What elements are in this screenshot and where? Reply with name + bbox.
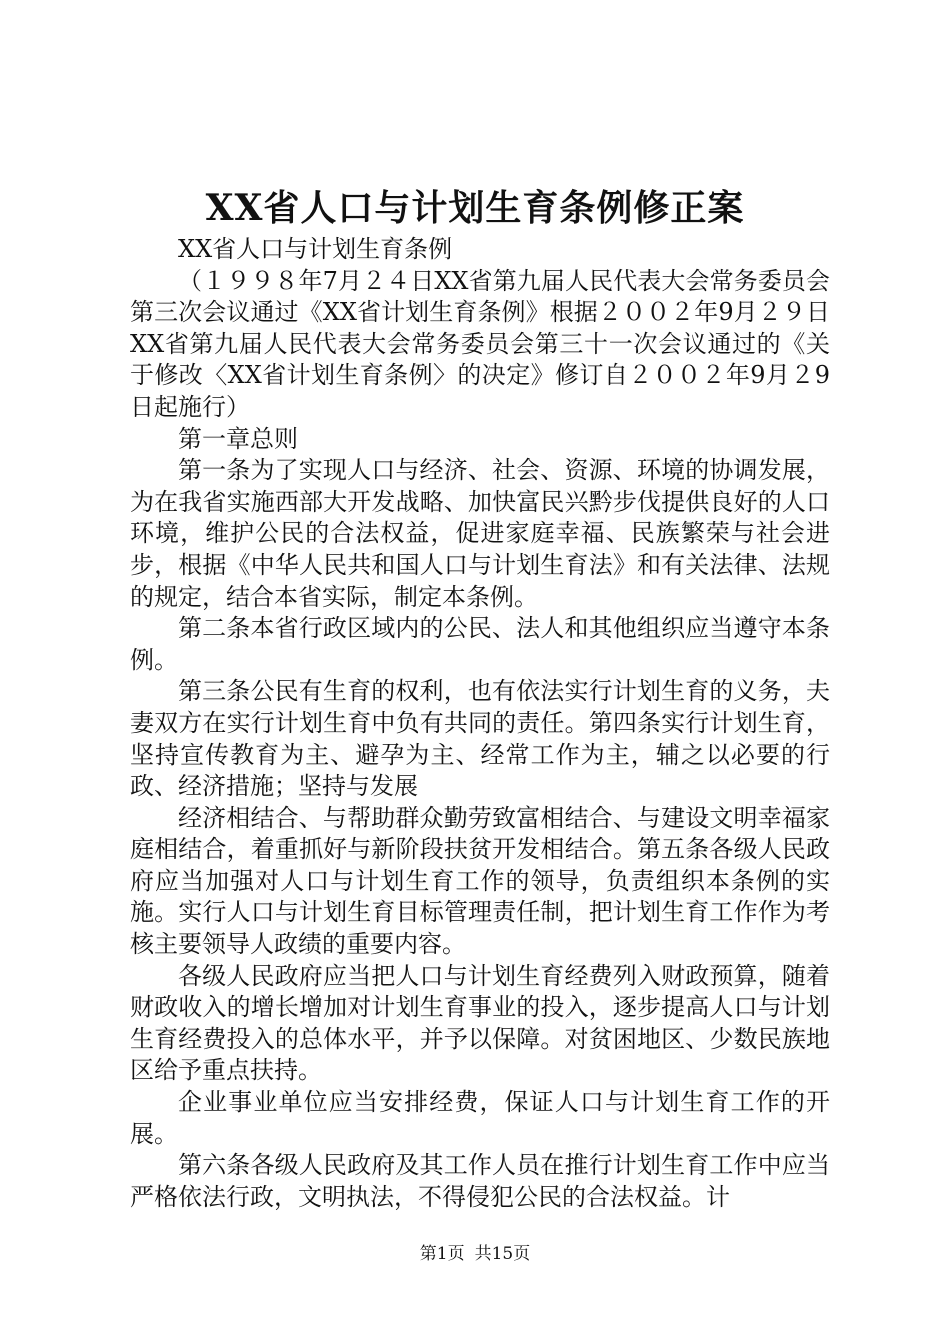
paragraph-adoption-note: （１９９８年7月２４日XX省第九届人民代表大会常务委员会第三次会议通过《XX省计划生育条例》根据２００２年9月２９日XX省第九届人民代表大会常务委员会第三十一次会议通过的《关于修改〈XX省计划生育条例〉的决定》修订自２００２年9月２9日起施行） bbox=[130, 266, 830, 421]
document-title: XX省人口与计划生育条例修正案 bbox=[205, 187, 745, 229]
page-footer bbox=[0, 1243, 950, 1265]
paragraph-budget: 各级人民政府应当把人口与计划生育经费列入财政预算，随着财政收入的增长增加对计划生育事业的投入，逐步提高人口与计划生育经费投入的总体水平，并予以保障。对贫困地区、少数民族地区给予重点扶持。 bbox=[130, 961, 830, 1085]
paragraph-subtitle: XX省人口与计划生育条例 bbox=[178, 235, 453, 263]
page-number: 第1页 bbox=[419, 1244, 465, 1264]
paragraph-article-4-5: 经济相结合、与帮助群众勤劳致富相结合、与建设文明幸福家庭相结合，着重抓好与新阶段扶贫开发相结合。第五条各级人民政府应当加强对人口与计划生育工作的领导，负责组织本条例的实施。实行人口与计划生育目标管理责任制，把计划生育工作作为考核主要领导人政绩的重要内容。 bbox=[130, 803, 830, 959]
paragraph-article-6: 第六条各级人民政府及其工作人员在推行计划生育工作中应当严格依法行政，文明执法，不得侵犯公民的合法权益。计 bbox=[130, 1151, 830, 1211]
paragraph-article-1: 第一条为了实现人口与经济、社会、资源、环境的协调发展，为在我省实施西部大开发战略、加快富民兴黔步伐提供良好的人口环境，维护公民的合法权益，促进家庭幸福、民族繁荣与社会进步，根据《中华人民共和国人口与计划生育法》和有关法律、法规的规定，结合本省实际，制定本条例。 bbox=[130, 456, 830, 611]
paragraph-enterprise: 企业事业单位应当安排经费，保证人口与计划生育工作的开展。 bbox=[130, 1088, 830, 1148]
paragraph-article-3-4: 第三条公民有生育的权利，也有依法实行计划生育的义务，夫妻双方在实行计划生育中负有共同的责任。第四条实行计划生育，坚持宣传教育为主、避孕为主、经常工作为主，辅之以必要的行政、经济措施；坚持与发展 bbox=[130, 677, 830, 801]
page-total: 共15页 bbox=[474, 1244, 531, 1264]
chapter-heading: 第一章总则 bbox=[178, 424, 298, 453]
document-body bbox=[130, 234, 830, 1213]
paragraph-article-2: 第二条本省行政区域内的公民、法人和其他组织应当遵守本条例。 bbox=[130, 614, 830, 674]
